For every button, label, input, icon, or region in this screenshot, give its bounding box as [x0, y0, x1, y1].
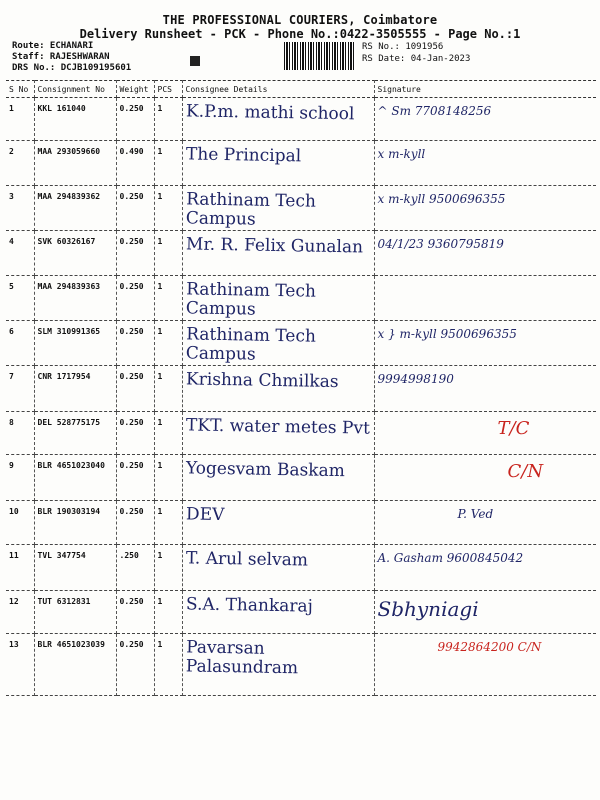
- cell-consignment: MAA 294839363: [34, 276, 116, 321]
- cell-consignee: [182, 591, 374, 634]
- cell-signature: [374, 634, 596, 696]
- cell-sno: 9: [6, 455, 34, 501]
- table-row: [6, 412, 596, 455]
- cell-pcs: 1: [154, 141, 182, 186]
- cell-pcs: 1: [154, 634, 182, 696]
- signature-handwriting: 9942864200 C/N: [437, 640, 542, 654]
- table-row: [6, 366, 596, 412]
- cell-consignment: TUT 6312831: [34, 591, 116, 634]
- staff-label: Staff: RAJESHWARAN: [12, 52, 110, 62]
- cell-consignment: BLR 190303194: [34, 501, 116, 545]
- cell-weight: 0.250: [116, 366, 154, 412]
- cell-sno: 12: [6, 591, 34, 634]
- cell-signature: [374, 98, 596, 141]
- col-sno: S No: [6, 81, 34, 98]
- table-row: [6, 501, 596, 545]
- col-pcs: PCS: [154, 81, 182, 98]
- document-title: THE PROFESSIONAL COURIERS, Coimbatore: [162, 13, 438, 27]
- cell-pcs: 1: [154, 412, 182, 455]
- cell-pcs: 1: [154, 321, 182, 366]
- cell-consignee: [182, 545, 374, 591]
- cell-consignee: [182, 98, 374, 141]
- consignee-handwriting: Krishna Chmilkas: [185, 369, 339, 393]
- signature-handwriting: x m-kyll: [377, 147, 426, 161]
- consignee-handwriting: T. Arul selvam: [185, 548, 308, 571]
- table-row: [6, 231, 596, 276]
- cell-signature: [374, 366, 596, 412]
- cell-sno: 13: [6, 634, 34, 696]
- cell-consignee: [182, 634, 374, 696]
- signature-handwriting: ^ Sm 7708148256: [377, 104, 492, 118]
- cell-pcs: 1: [154, 366, 182, 412]
- signature-handwriting: A. Gasham 9600845042: [377, 551, 524, 565]
- cell-weight: 0.250: [116, 186, 154, 231]
- cell-signature: [374, 276, 596, 321]
- cell-consignee: [182, 366, 374, 412]
- table-row: [6, 634, 596, 696]
- rs-date: RS Date: 04-Jan-2023: [362, 54, 471, 64]
- table-row: [6, 455, 596, 501]
- cell-sno: 7: [6, 366, 34, 412]
- table-row: [6, 98, 596, 141]
- signature-handwriting: T/C: [497, 418, 530, 439]
- cell-signature: [374, 455, 596, 501]
- rs-number: RS No.: 1091956: [362, 42, 444, 52]
- consignee-handwriting: Rathinam Tech Campus: [185, 324, 316, 365]
- cell-consignee: [182, 412, 374, 455]
- cell-pcs: 1: [154, 98, 182, 141]
- barcode: [284, 42, 356, 70]
- table-row: [6, 276, 596, 321]
- signature-handwriting: x } m-kyll 9500696355: [377, 327, 517, 341]
- cell-pcs: 1: [154, 455, 182, 501]
- cell-pcs: 1: [154, 276, 182, 321]
- cell-consignee: [182, 141, 374, 186]
- cell-signature: [374, 412, 596, 455]
- cell-weight: .250: [116, 545, 154, 591]
- consignee-handwriting: S.A. Thankaraj: [185, 594, 313, 617]
- cell-consignment: CNR 1717954: [34, 366, 116, 412]
- table-row: [6, 545, 596, 591]
- cell-weight: 0.490: [116, 141, 154, 186]
- signature-handwriting: x m-kyll 9500696355: [377, 192, 506, 206]
- cell-consignee: [182, 186, 374, 231]
- cell-weight: 0.250: [116, 231, 154, 276]
- cell-pcs: 1: [154, 186, 182, 231]
- cell-weight: 0.250: [116, 501, 154, 545]
- table-row: [6, 321, 596, 366]
- cell-sno: 1: [6, 98, 34, 141]
- cell-pcs: 1: [154, 545, 182, 591]
- cell-sno: 3: [6, 186, 34, 231]
- cell-signature: [374, 141, 596, 186]
- cell-signature: [374, 186, 596, 231]
- col-consignment: Consignment No: [34, 81, 116, 98]
- cell-weight: 0.250: [116, 276, 154, 321]
- cell-consignment: MAA 294839362: [34, 186, 116, 231]
- cell-consignment: BLR 4651023040: [34, 455, 116, 501]
- cell-signature: [374, 591, 596, 634]
- cell-consignment: SVK 60326167: [34, 231, 116, 276]
- cell-weight: 0.250: [116, 321, 154, 366]
- cell-signature: [374, 545, 596, 591]
- signature-handwriting: C/N: [507, 461, 544, 482]
- cell-weight: 0.250: [116, 412, 154, 455]
- cell-consignee: [182, 231, 374, 276]
- cell-consignment: TVL 347754: [34, 545, 116, 591]
- cell-consignment: KKL 161040: [34, 98, 116, 141]
- col-weight: Weight: [116, 81, 154, 98]
- cell-sno: 4: [6, 231, 34, 276]
- cell-sno: 10: [6, 501, 34, 545]
- drs-number: DRS No.: DCJB109195601: [12, 63, 132, 73]
- consignee-handwriting: DEV: [185, 504, 225, 526]
- cell-consignee: [182, 276, 374, 321]
- table-row: [6, 186, 596, 231]
- signature-handwriting: Sbhyniagi: [377, 597, 479, 621]
- route-label: Route: ECHANARI: [12, 41, 94, 51]
- cell-consignment: BLR 4651023039: [34, 634, 116, 696]
- cell-sno: 8: [6, 412, 34, 455]
- consignee-handwriting: K.P.m. mathi school: [185, 101, 355, 125]
- consignee-handwriting: Rathinam Tech Campus: [185, 189, 316, 230]
- table-row: [6, 591, 596, 634]
- signature-handwriting: 04/1/23 9360795819: [377, 237, 504, 251]
- cell-sno: 11: [6, 545, 34, 591]
- cell-consignee: [182, 455, 374, 501]
- consignee-handwriting: Rathinam Tech Campus: [185, 279, 316, 320]
- qr-mark: [190, 56, 200, 66]
- consignee-handwriting: The Principal: [185, 144, 301, 167]
- cell-weight: 0.250: [116, 634, 154, 696]
- consignee-handwriting: Yogesvam Baskam: [185, 458, 345, 482]
- cell-consignment: SLM 310991365: [34, 321, 116, 366]
- cell-sno: 6: [6, 321, 34, 366]
- runsheet-table: [6, 80, 596, 696]
- col-signature: Signature: [374, 81, 596, 98]
- cell-weight: 0.250: [116, 591, 154, 634]
- cell-pcs: 1: [154, 591, 182, 634]
- table-row: [6, 141, 596, 186]
- cell-pcs: 1: [154, 501, 182, 545]
- cell-signature: [374, 501, 596, 545]
- cell-consignment: DEL 528775175: [34, 412, 116, 455]
- signature-handwriting: P. Ved: [457, 507, 494, 521]
- cell-signature: [374, 321, 596, 366]
- consignee-handwriting: Pavarsan Palasundram: [185, 637, 298, 679]
- consignee-handwriting: TKT. water metes Pvt: [185, 415, 370, 439]
- cell-weight: 0.250: [116, 455, 154, 501]
- cell-consignee: [182, 501, 374, 545]
- document-subtitle: Delivery Runsheet - PCK - Phone No.:0422-3505555 - Page No.:1: [79, 27, 521, 41]
- cell-sno: 2: [6, 141, 34, 186]
- cell-consignee: [182, 321, 374, 366]
- cell-weight: 0.250: [116, 98, 154, 141]
- consignee-handwriting: Mr. R. Felix Gunalan: [185, 234, 363, 258]
- col-consignee: Consignee Details: [182, 81, 374, 98]
- cell-sno: 5: [6, 276, 34, 321]
- cell-consignment: MAA 293059660: [34, 141, 116, 186]
- signature-handwriting: 9994998190: [377, 372, 454, 386]
- cell-pcs: 1: [154, 231, 182, 276]
- table-header: [6, 81, 596, 98]
- cell-signature: [374, 231, 596, 276]
